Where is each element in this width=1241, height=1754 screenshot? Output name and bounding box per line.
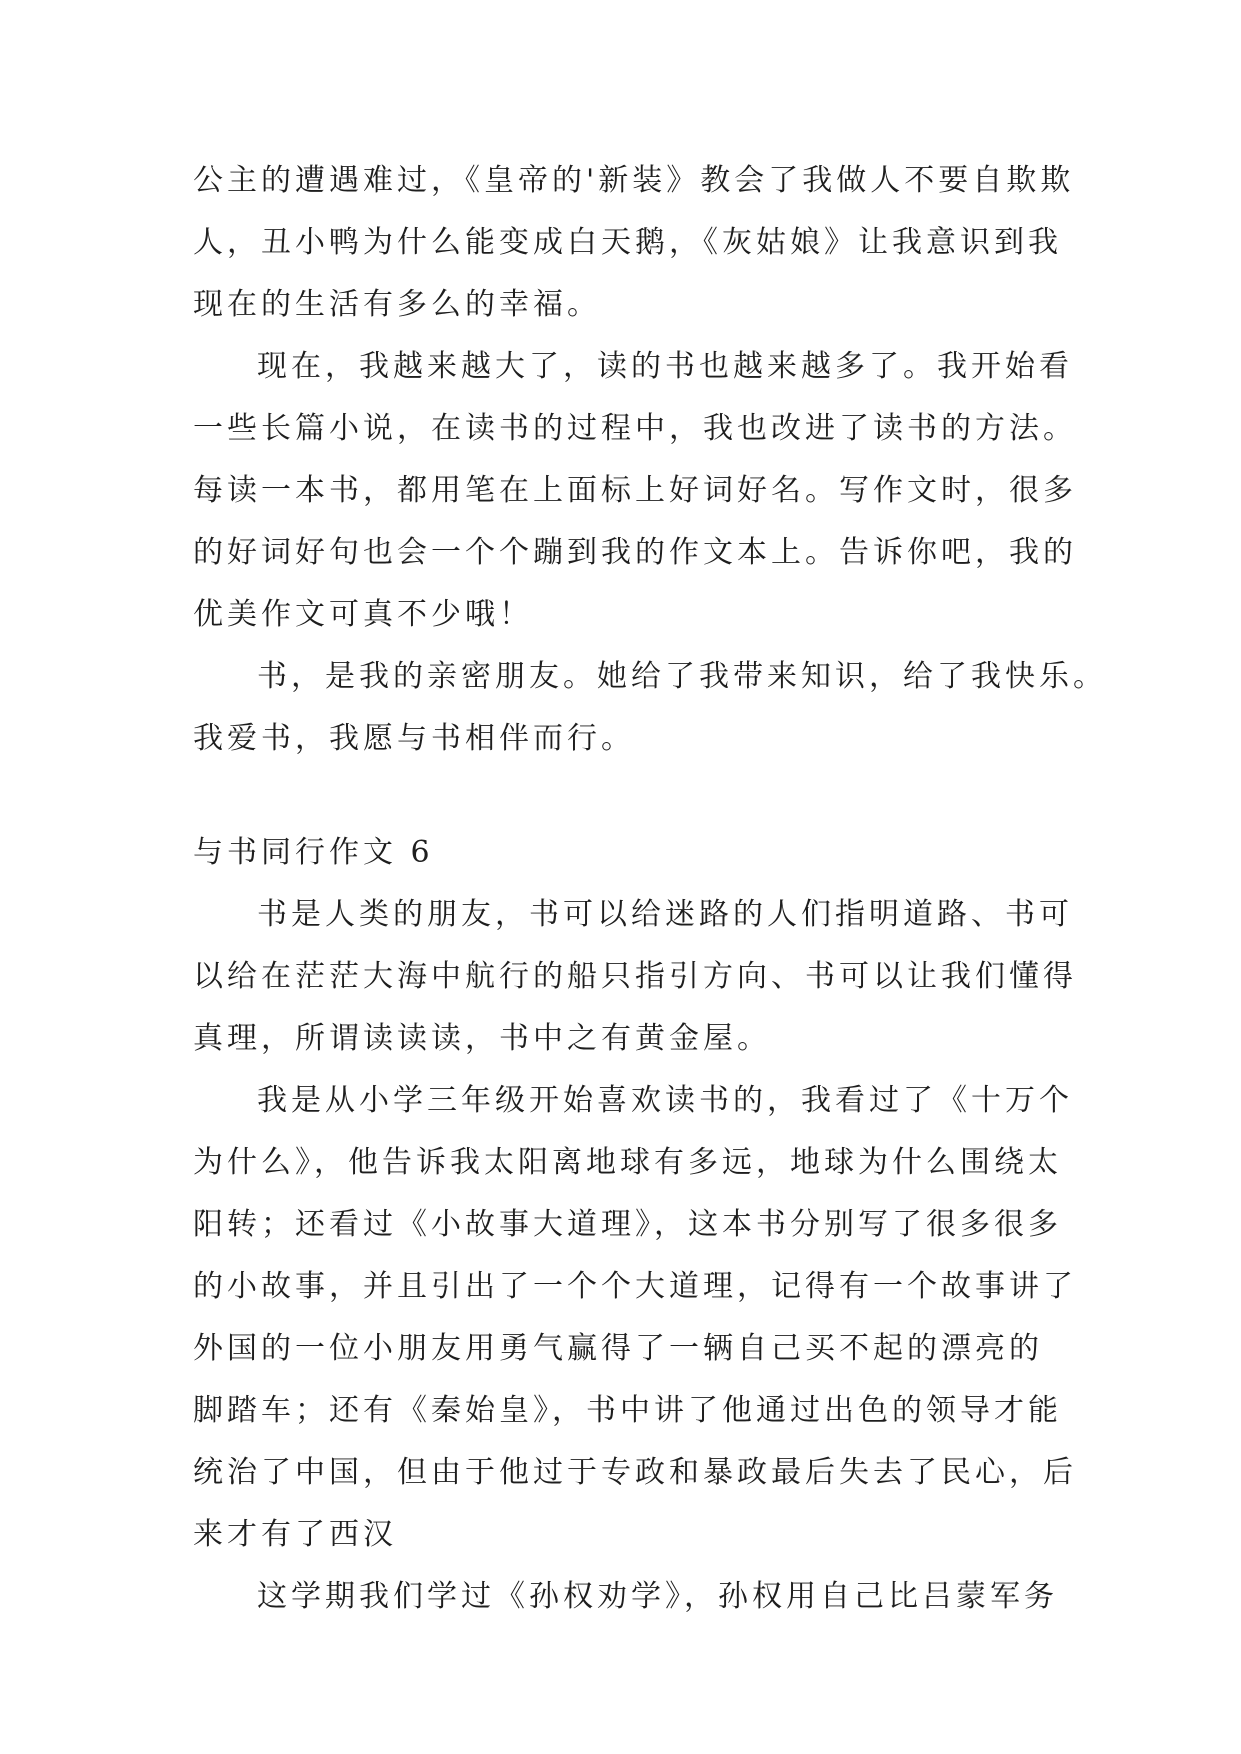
paragraph: [193, 1070, 1077, 1566]
text-line: 书，是我的亲密朋友。她给了我带来知识，给了我快乐。: [257, 659, 1107, 694]
text-line: 这学期我们学过《孙权劝学》，孙权用自己比吕蒙军务: [257, 1579, 1058, 1614]
text-line: 我是从小学三年级开始喜欢读书的，我看过了《十万个: [257, 1083, 1073, 1118]
text-line: 统治了中国，但由于他过于专政和暴政最后失去了民心，后: [193, 1455, 1077, 1490]
text-line: 真理，所谓读读读，书中之有黄金屋。: [193, 1021, 771, 1056]
document-page: [193, 150, 1107, 1628]
text-line: 人，丑小鸭为什么能变成白天鹅，《灰姑娘》让我意识到我: [193, 225, 1062, 260]
paragraph: [193, 884, 1077, 1070]
paragraph: [193, 646, 1107, 770]
text-line: 公主的遭遇难过，《皇帝的'新装》教会了我做人不要自欺欺: [193, 163, 1075, 198]
text-line: 外国的一位小朋友用勇气赢得了一辆自己买不起的漂亮的: [193, 1331, 1043, 1366]
text-line: 的好词好句也会一个个蹦到我的作文本上。告诉你吧，我的: [193, 535, 1077, 570]
section-heading: 与书同行作文 6: [193, 835, 434, 870]
text-line: 我爱书，我愿与书相伴而行。: [193, 721, 635, 756]
text-line: 阳转；还看过《小故事大道理》，这本书分别写了很多很多: [193, 1207, 1062, 1242]
text-line: 书是人类的朋友，书可以给迷路的人们指明道路、书可: [257, 897, 1073, 932]
text-line: 每读一本书，都用笔在上面标上好词好名。写作文时，很多: [193, 473, 1077, 508]
text-line: 现在，我越来越大了，读的书也越来越多了。我开始看: [257, 349, 1073, 384]
text-line: 的小故事，并且引出了一个个大道理，记得有一个故事讲了: [193, 1269, 1077, 1304]
text-line: 脚踏车；还有《秦始皇》，书中讲了他通过出色的领导才能: [193, 1393, 1062, 1428]
text-line: 一些长篇小说，在读书的过程中，我也改进了读书的方法。: [193, 411, 1077, 446]
paragraph: [193, 150, 1075, 336]
text-line: 来才有了西汉: [193, 1517, 397, 1552]
text-line: 现在的生活有多么的幸福。: [193, 287, 601, 322]
paragraph: [193, 1566, 1058, 1628]
paragraph: [193, 336, 1077, 646]
text-line: 优美作文可真不少哦！: [193, 597, 533, 632]
text-line: 以给在茫茫大海中航行的船只指引方向、书可以让我们懂得: [193, 959, 1077, 994]
text-line: 为什么》，他告诉我太阳离地球有多远，地球为什么围绕太: [193, 1145, 1062, 1180]
